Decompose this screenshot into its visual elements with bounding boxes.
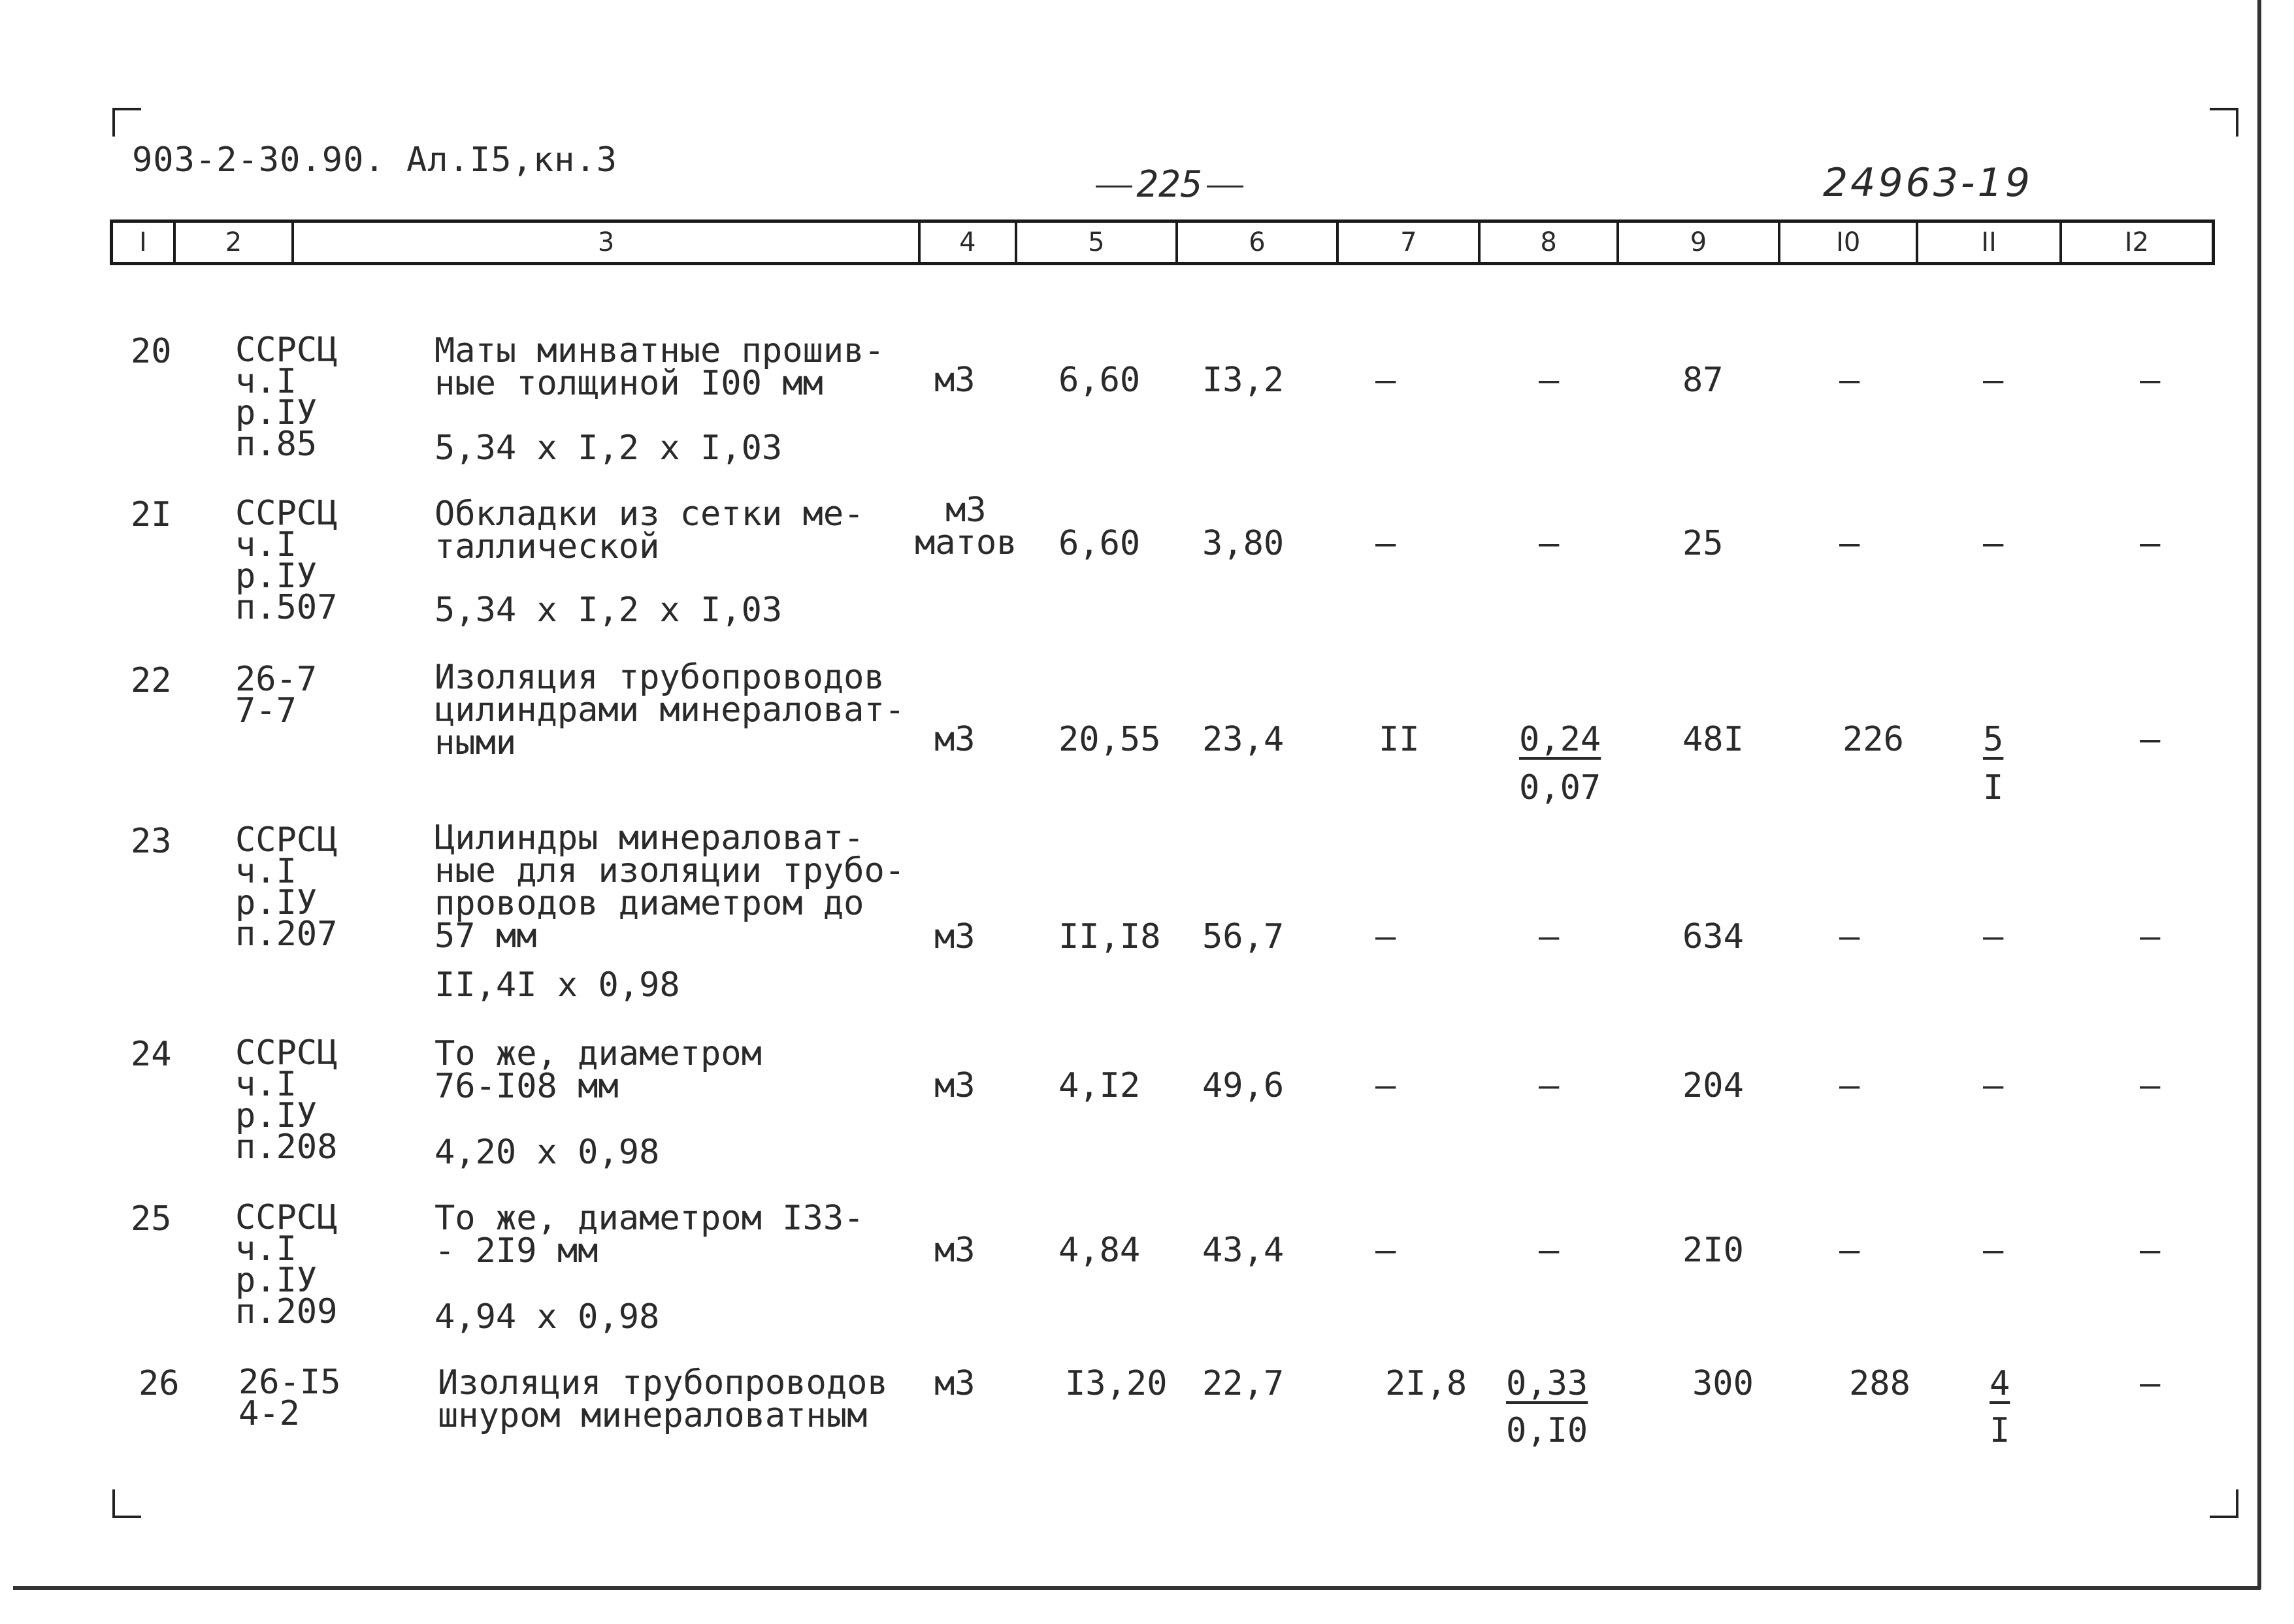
value-col11-top: 4 bbox=[1990, 1364, 2010, 1403]
value-col8-top: – bbox=[1539, 361, 1560, 400]
value-col6: 23,4 bbox=[1202, 720, 1285, 759]
unit: м3 bbox=[934, 720, 975, 759]
value-col10: 288 bbox=[1849, 1364, 1910, 1403]
value-col12: – bbox=[2140, 361, 2161, 400]
value-col12: – bbox=[2140, 524, 2161, 563]
norm-reference: 26-7 7-7 bbox=[235, 660, 318, 730]
column-header-5: 5 bbox=[1017, 223, 1178, 262]
row-number: 2I bbox=[131, 495, 172, 534]
value-col6: 43,4 bbox=[1202, 1231, 1285, 1270]
value-col5: II,I8 bbox=[1058, 917, 1161, 956]
value-col7: – bbox=[1375, 361, 1396, 400]
value-col5: I3,20 bbox=[1065, 1364, 1168, 1403]
value-col8-top: – bbox=[1539, 917, 1560, 956]
value-col6: I3,2 bbox=[1202, 361, 1285, 400]
value-col12: – bbox=[2140, 1066, 2161, 1105]
value-col10: – bbox=[1839, 1066, 1860, 1105]
value-col12: – bbox=[2140, 720, 2161, 759]
row-number: 25 bbox=[131, 1199, 172, 1239]
value-col5: 6,60 bbox=[1058, 361, 1141, 400]
value-col7: II bbox=[1379, 720, 1420, 759]
document-code: 903-2-30.90. Ал.I5,кн.3 bbox=[132, 140, 618, 180]
value-col8-top: 0,24 bbox=[1519, 720, 1601, 759]
value-col12: – bbox=[2140, 1231, 2161, 1270]
value-col11-bottom: I bbox=[1990, 1411, 2010, 1450]
registry-number: 24963-19 bbox=[1823, 160, 2033, 206]
dimensions-formula: 5,34 х I,2 х I,03 bbox=[434, 591, 783, 630]
value-col6: 3,80 bbox=[1202, 524, 1285, 563]
work-description: Маты минватные прошив- ные толщиной I00 мм bbox=[434, 331, 885, 403]
value-col10: – bbox=[1839, 524, 1860, 563]
row-number: 26 bbox=[139, 1364, 180, 1403]
value-col12: – bbox=[2140, 917, 2161, 956]
column-header-8: 8 bbox=[1481, 223, 1618, 262]
row-number: 23 bbox=[131, 822, 172, 861]
value-col5: 4,84 bbox=[1058, 1231, 1141, 1270]
unit: м3 bbox=[934, 917, 975, 956]
row-number: 22 bbox=[131, 661, 172, 700]
value-col8-top: – bbox=[1539, 524, 1560, 563]
unit: м3 bbox=[934, 1231, 975, 1270]
value-col11-top: – bbox=[1983, 361, 2004, 400]
value-col8-top: – bbox=[1539, 1066, 1560, 1105]
page-number bbox=[1085, 163, 1254, 206]
corner-mark-bottom-left bbox=[112, 1489, 141, 1518]
unit: м3 bbox=[934, 1066, 975, 1105]
corner-mark-bottom-right bbox=[2210, 1489, 2238, 1518]
value-col10: – bbox=[1839, 917, 1860, 956]
dimensions-formula: 5,34 х I,2 х I,03 bbox=[434, 429, 783, 468]
value-col10: – bbox=[1839, 361, 1860, 400]
work-description: То же, диаметром I33- - 2I9 мм bbox=[434, 1199, 864, 1271]
column-header-7: 7 bbox=[1339, 223, 1481, 262]
scan-edge-right bbox=[2257, 0, 2261, 1589]
unit: м3 bbox=[934, 361, 975, 400]
value-col7: 2I,8 bbox=[1385, 1364, 1467, 1403]
norm-reference: ССРСЦ ч.I р.IУ п.208 bbox=[235, 1033, 338, 1167]
norm-reference: ССРСЦ ч.I р.IУ п.207 bbox=[235, 820, 338, 954]
value-col9: 48I bbox=[1682, 720, 1744, 759]
value-col9: 87 bbox=[1682, 361, 1724, 400]
work-description: Цилиндры минераловат- ные для изоляции трубо- проводов диаметром до 57 мм bbox=[434, 819, 906, 956]
unit: м3 матов bbox=[915, 491, 1017, 562]
corner-mark-top-right bbox=[2210, 108, 2238, 137]
value-col5: 4,I2 bbox=[1058, 1066, 1141, 1105]
work-description: Изоляция трубопроводов шнуром минераловатным bbox=[438, 1363, 888, 1435]
value-col9: 2I0 bbox=[1682, 1231, 1744, 1270]
work-description: Изоляция трубопроводов цилиндрами минераловат- ными bbox=[434, 658, 906, 762]
value-col11-top: – bbox=[1983, 917, 2004, 956]
value-col10: – bbox=[1839, 1231, 1860, 1270]
column-header-6: 6 bbox=[1178, 223, 1339, 262]
column-header-3: 3 bbox=[294, 223, 921, 262]
scan-edge-bottom bbox=[13, 1586, 2261, 1590]
unit: м3 bbox=[934, 1364, 975, 1403]
value-col11-bottom: I bbox=[1983, 768, 2004, 807]
value-col10: 226 bbox=[1843, 720, 1904, 759]
value-col6: 49,6 bbox=[1202, 1066, 1285, 1105]
value-col11-top: – bbox=[1983, 1066, 2004, 1105]
value-col9: 25 bbox=[1682, 524, 1724, 563]
column-header-4: 4 bbox=[921, 223, 1017, 262]
value-col8-top: 0,33 bbox=[1506, 1364, 1588, 1403]
value-col5: 6,60 bbox=[1058, 524, 1141, 563]
value-col8-bottom: 0,07 bbox=[1519, 768, 1601, 807]
norm-reference: 26-I5 4-2 bbox=[238, 1363, 341, 1433]
value-col8-bottom: 0,I0 bbox=[1506, 1411, 1588, 1450]
work-description: Обкладки из сетки ме- таллической bbox=[434, 495, 864, 566]
column-header-12: I2 bbox=[2124, 227, 2149, 257]
norm-reference: ССРСЦ ч.I р.IУ п.209 bbox=[235, 1198, 338, 1331]
column-header-11: II bbox=[1918, 223, 2061, 262]
column-header-9: 9 bbox=[1619, 223, 1780, 262]
column-header-2: 2 bbox=[176, 223, 294, 262]
value-col6: 22,7 bbox=[1202, 1364, 1285, 1403]
value-col7: – bbox=[1375, 917, 1396, 956]
dimensions-formula: II,4I х 0,98 bbox=[434, 966, 680, 1005]
value-col9: 300 bbox=[1692, 1364, 1754, 1403]
norm-reference: ССРСЦ ч.I р.IУ п.507 bbox=[235, 494, 338, 627]
norm-reference: ССРСЦ ч.I р.IУ п.85 bbox=[235, 331, 338, 464]
row-number: 24 bbox=[131, 1035, 172, 1074]
column-header-10: I0 bbox=[1780, 223, 1918, 262]
value-col6: 56,7 bbox=[1202, 917, 1285, 956]
value-col9: 204 bbox=[1682, 1066, 1744, 1105]
value-col7: – bbox=[1375, 1066, 1396, 1105]
work-description: То же, диаметром 76-I08 мм bbox=[434, 1034, 762, 1106]
value-col9: 634 bbox=[1682, 917, 1744, 956]
value-col11-top: – bbox=[1983, 524, 2004, 563]
row-number: 20 bbox=[131, 332, 172, 371]
corner-mark-top-left bbox=[112, 108, 141, 137]
value-col7: – bbox=[1375, 524, 1396, 563]
column-header-row bbox=[110, 219, 2215, 265]
page-number-text: 225 bbox=[1136, 163, 1203, 206]
value-col5: 20,55 bbox=[1058, 720, 1161, 759]
dimensions-formula: 4,94 х 0,98 bbox=[434, 1297, 660, 1337]
value-col11-top: – bbox=[1983, 1231, 2004, 1270]
value-col7: – bbox=[1375, 1231, 1396, 1270]
value-col11-top: 5 bbox=[1983, 720, 2004, 759]
value-col8-top: – bbox=[1539, 1231, 1560, 1270]
dimensions-formula: 4,20 х 0,98 bbox=[434, 1133, 660, 1172]
value-col12: – bbox=[2140, 1364, 2161, 1403]
column-header-1: I bbox=[113, 223, 176, 262]
